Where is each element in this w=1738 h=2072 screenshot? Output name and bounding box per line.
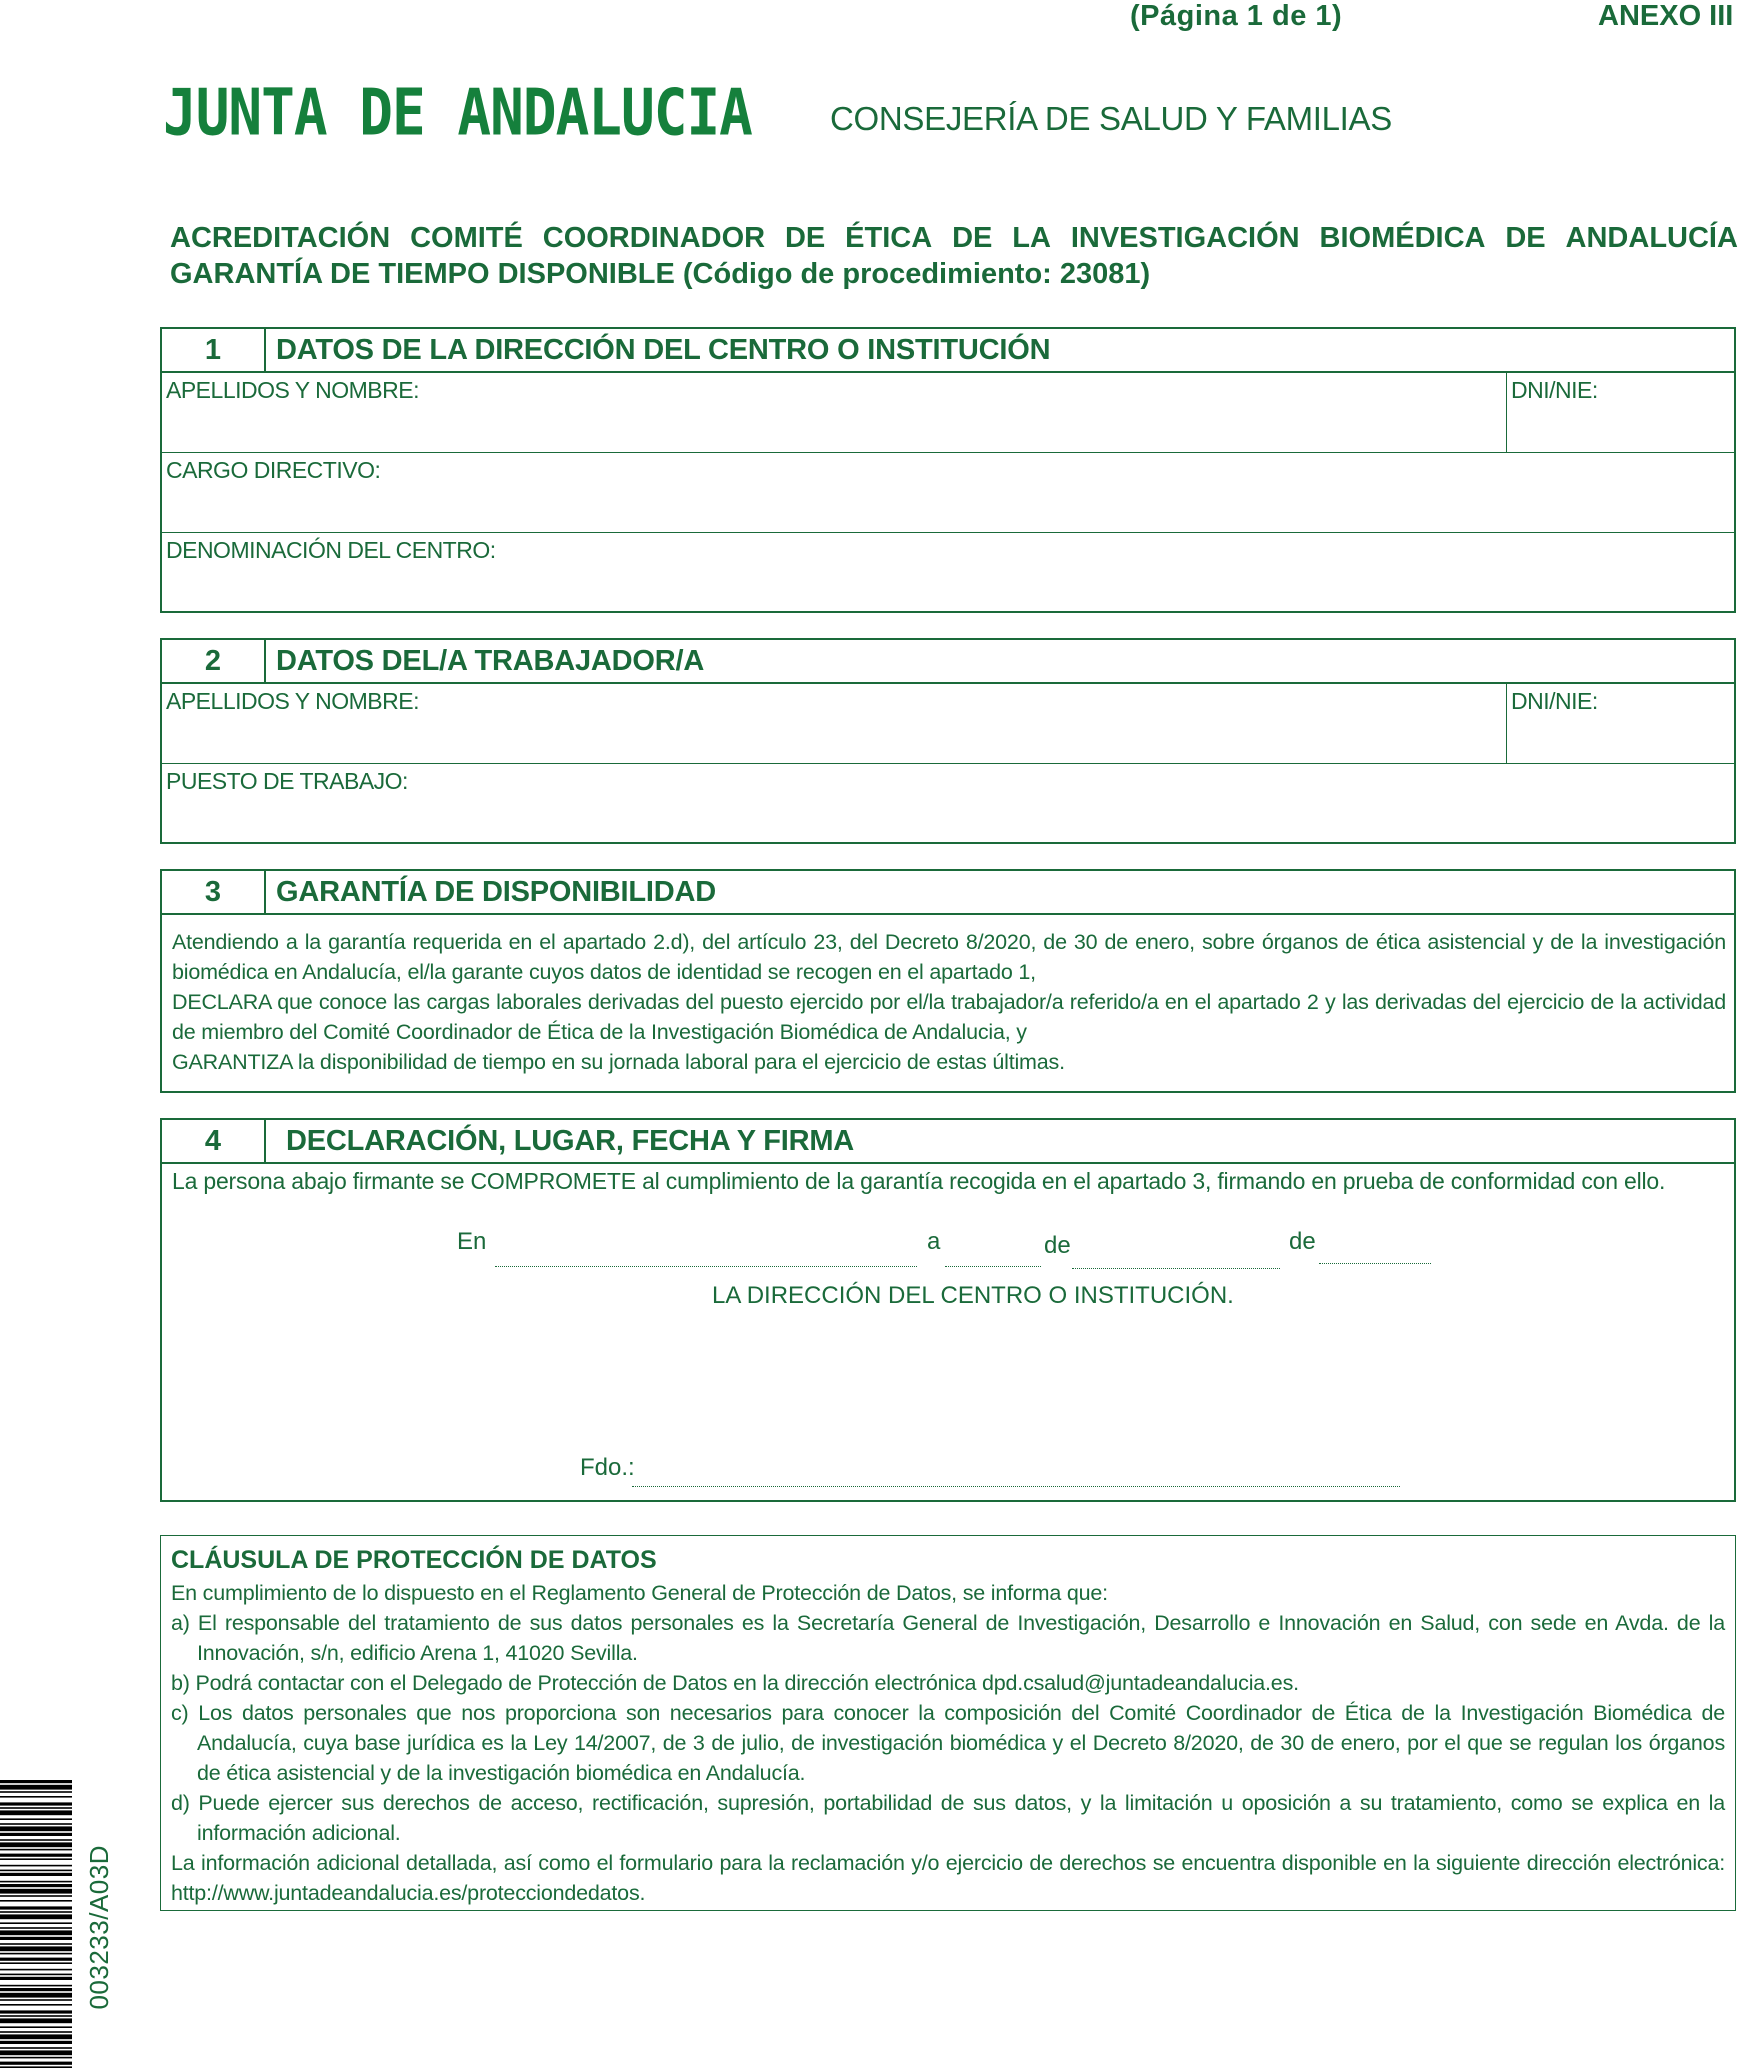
barcode-bar <box>0 1974 72 1976</box>
signer-title: LA DIRECCIÓN DEL CENTRO O INSTITUCIÓN. <box>712 1282 1234 1309</box>
barcode-bar <box>0 1865 72 1867</box>
section-4-title: DECLARACIÓN, LUGAR, FECHA Y FIRMA <box>286 1124 855 1157</box>
director-dni-label: DNI/NIE: <box>1511 377 1598 403</box>
director-position-label: CARGO DIRECTIVO: <box>166 457 381 483</box>
year-input[interactable] <box>1319 1263 1431 1264</box>
barcode-bar <box>0 2010 72 2013</box>
document-title-line-1 <box>170 222 1738 255</box>
barcode-bar <box>0 1962 72 1964</box>
worker-job-row <box>162 764 1734 844</box>
barcode-bar <box>0 1911 72 1913</box>
worker-name-row <box>162 684 1734 764</box>
barcode-bar <box>0 1873 72 1876</box>
title-word: DE <box>1505 222 1546 254</box>
data-protection-item: b) Podrá contactar con el Delegado de Protección de Datos en la dirección electrónica dpd.csalud@juntadeandalucia.es. <box>171 1671 1299 1695</box>
director-position-row <box>162 453 1734 533</box>
title-word: ACREDITACIÓN <box>170 222 391 254</box>
form-code: 003233/A03D <box>84 1845 114 2010</box>
barcode-bar <box>0 1854 72 1857</box>
barcode-bar <box>0 1858 72 1860</box>
section-1-number: 1 <box>162 329 266 371</box>
title-word: COMITÉ <box>410 222 523 254</box>
barcode-bar <box>0 1937 72 1940</box>
barcode-bar <box>0 1807 72 1809</box>
worker-job-field[interactable] <box>162 764 1734 844</box>
place-input[interactable] <box>495 1266 917 1267</box>
barcode-bar <box>0 1927 72 1929</box>
section-3-paragraph-declara: DECLARA que conoce las cargas laborales derivadas del puesto ejercido por el/la trabajador/a referido/a en el apartado 2 y las derivadas del ejercicio de la actividad de miembro del Comité Coordinador de Ética de la Investigación Biomédica de Andalucia, y <box>172 990 1726 1044</box>
year-label: de <box>1289 1228 1316 1255</box>
barcode-bar <box>0 1953 72 1955</box>
place-label: En <box>457 1228 487 1255</box>
worker-job-label: PUESTO DE TRABAJO: <box>166 768 408 794</box>
barcode-bar <box>0 1900 72 1902</box>
barcode-bar <box>0 2015 72 2017</box>
section-4-number: 4 <box>162 1120 266 1162</box>
barcode-bar <box>0 2004 72 2006</box>
section-4-intro: La persona abajo firmante se COMPROMETE al cumplimiento de la garantía recogida en el apartado 3, firmando en prueba de conformidad con ello. <box>172 1168 1666 1194</box>
day-input[interactable] <box>945 1266 1041 1267</box>
barcode-bar <box>0 1796 72 1798</box>
barcode-bar <box>0 1849 72 1851</box>
barcode-bar <box>0 1780 72 1783</box>
director-dni-field[interactable] <box>1506 373 1734 452</box>
center-name-label: DENOMINACIÓN DEL CENTRO: <box>166 537 496 563</box>
barcode-bar <box>0 1914 72 1919</box>
data-protection-item: c) Los datos personales que nos proporciona son necesarios para conocer la composición del Comité Coordinador de Ética de la Investigación Biomédica de Andalucía, cuya base jurídica es la Ley 14/2007, de 3 de julio, de investigación biomédica y el Decreto 8/2020, de 30 de enero, por el que se regulan los órganos de ética asistencial y de la investigación biomédica en Andalucía. <box>171 1701 1725 1785</box>
barcode-bar <box>0 2050 72 2055</box>
title-word: LA <box>1012 222 1051 254</box>
barcode-bar <box>0 1906 72 1909</box>
barcode-bar <box>0 1870 72 1872</box>
section-3-title: GARANTÍA DE DISPONIBILIDAD <box>276 875 717 908</box>
barcode-bar <box>0 1895 72 1897</box>
barcode-bar <box>0 2057 72 2059</box>
barcode-bar <box>0 1881 72 1883</box>
barcode-bar <box>0 2041 72 2044</box>
data-protection-item: d) Puede ejercer sus derechos de acceso, rectificación, supresión, portabilidad de sus datos, y la limitación u oposición a su tratamiento, como se explica en la información adicional. <box>171 1791 1725 1845</box>
title-word: ANDALUCÍA <box>1565 222 1738 254</box>
section-1-director-data <box>160 327 1736 613</box>
data-protection-closing: La información adicional detallada, así como el formulario para la reclamación y/o ejercicio de derechos se encuentra disponible en la siguiente dirección electrónica: http://www.juntadeandalucia.es/protecciondedatos. <box>171 1851 1725 1905</box>
junta-de-andalucia-logo: JUNTA DE ANDALUCIA <box>163 76 752 151</box>
barcode-bar <box>0 1842 72 1847</box>
title-word: DE <box>952 222 993 254</box>
worker-name-field[interactable] <box>162 684 1506 763</box>
section-4-header <box>162 1120 1734 1164</box>
barcode-bar <box>0 2031 72 2033</box>
barcode-bar <box>0 2034 72 2039</box>
barcode-bar <box>0 2018 72 2023</box>
section-2-title: DATOS DEL/A TRABAJADOR/A <box>276 644 705 677</box>
month-input[interactable] <box>1072 1268 1280 1269</box>
day-label: a <box>927 1228 941 1255</box>
barcode-bar <box>0 2062 72 2065</box>
title-word: BIOMÉDICA <box>1319 222 1486 254</box>
barcode-bar <box>0 1969 72 1971</box>
center-name-row <box>162 533 1734 611</box>
barcode-bar <box>0 1791 72 1793</box>
worker-dni-label: DNI/NIE: <box>1511 688 1598 714</box>
barcode-bar <box>0 1993 72 1998</box>
barcode-icon <box>0 1780 72 2072</box>
title-word: ÉTICA <box>845 222 933 254</box>
barcode-bar <box>0 2047 72 2049</box>
page-number: (Página 1 de 1) <box>1130 0 1343 32</box>
barcode-bar <box>0 1946 72 1951</box>
director-position-field[interactable] <box>162 453 1734 532</box>
section-2-number: 2 <box>162 640 266 682</box>
barcode-bar <box>0 1785 72 1790</box>
title-word: COORDINADOR <box>542 222 766 254</box>
worker-dni-field[interactable] <box>1506 684 1734 763</box>
section-4-signature <box>160 1118 1736 1502</box>
section-2-worker-data <box>160 638 1736 844</box>
title-word: DE <box>784 222 826 254</box>
barcode-bar <box>0 1889 72 1894</box>
barcode-bar <box>0 1922 72 1924</box>
barcode-bar <box>0 1999 72 2001</box>
data-protection-item: a) El responsable del tratamiento de sus datos personales es la Secretaría General de Investigación, Desarrollo e Innovación en Salud, con sede en Avda. de la Innovación, s/n, edificio Arena 1, 41020 Sevilla. <box>171 1611 1725 1665</box>
barcode-bar <box>0 1833 72 1836</box>
barcode-bar <box>0 1943 72 1945</box>
data-protection-intro: En cumplimiento de lo dispuesto en el Reglamento General de Protección de Datos, se informa que: <box>171 1581 1108 1605</box>
title-word: INVESTIGACIÓN <box>1070 222 1300 254</box>
barcode-bar <box>0 1839 72 1841</box>
data-protection-title: CLÁUSULA DE PROTECCIÓN DE DATOS <box>171 1546 657 1574</box>
annex-label: ANEXO III <box>1598 0 1734 32</box>
month-label: de <box>1044 1232 1071 1259</box>
barcode-bar <box>0 1884 72 1887</box>
section-2-header <box>162 640 1734 684</box>
data-protection-clause <box>160 1535 1736 1911</box>
barcode-bar <box>0 2026 72 2028</box>
barcode-bar <box>0 1823 72 1825</box>
section-3-paragraph-1: Atendiendo a la garantía requerida en el apartado 2.d), del artículo 23, del Decreto 8/2020, de 30 de enero, sobre órganos de ética asistencial y de la investigación biomédica en Andalucía, el/la garante cuyos datos de identidad se recogen en el apartado 1, <box>172 930 1726 984</box>
barcode-bar <box>0 1826 72 1831</box>
document-title-line-2: GARANTÍA DE TIEMPO DISPONIBLE (Código de procedimiento: 23081) <box>170 258 1151 290</box>
signed-label: Fdo.: <box>580 1454 635 1481</box>
barcode-bar <box>0 1988 72 1991</box>
barcode-bar <box>0 1930 72 1935</box>
section-3-number: 3 <box>162 871 266 913</box>
data-protection-body <box>161 1536 1735 1908</box>
barcode-bar <box>0 1818 72 1820</box>
barcode-bar <box>0 2066 72 2068</box>
director-name-row <box>162 373 1734 453</box>
data-protection-list <box>171 1608 1725 1848</box>
ministry-name: CONSEJERÍA DE SALUD Y FAMILIAS <box>830 100 1392 137</box>
barcode-bar <box>0 1802 72 1805</box>
director-name-label: APELLIDOS Y NOMBRE: <box>166 377 419 403</box>
section-3-header <box>162 871 1734 915</box>
barcode-bar <box>0 1985 72 1987</box>
director-name-field[interactable] <box>162 373 1506 452</box>
barcode-bar <box>0 1958 72 1961</box>
worker-name-label: APELLIDOS Y NOMBRE: <box>166 688 419 714</box>
section-1-header <box>162 329 1734 373</box>
signature-name-input[interactable] <box>632 1486 1400 1487</box>
barcode-bar <box>0 1810 72 1815</box>
section-3-availability <box>160 869 1736 1093</box>
section-1-title: DATOS DE LA DIRECCIÓN DEL CENTRO O INSTITUCIÓN <box>276 333 1051 366</box>
section-3-paragraph-garantiza: GARANTIZA la disponibilidad de tiempo en su jornada laboral para el ejercicio de estas últimas. <box>172 1050 1065 1074</box>
center-name-field[interactable] <box>162 533 1734 611</box>
barcode-bar <box>0 1977 72 1980</box>
section-3-body <box>162 915 1734 1077</box>
